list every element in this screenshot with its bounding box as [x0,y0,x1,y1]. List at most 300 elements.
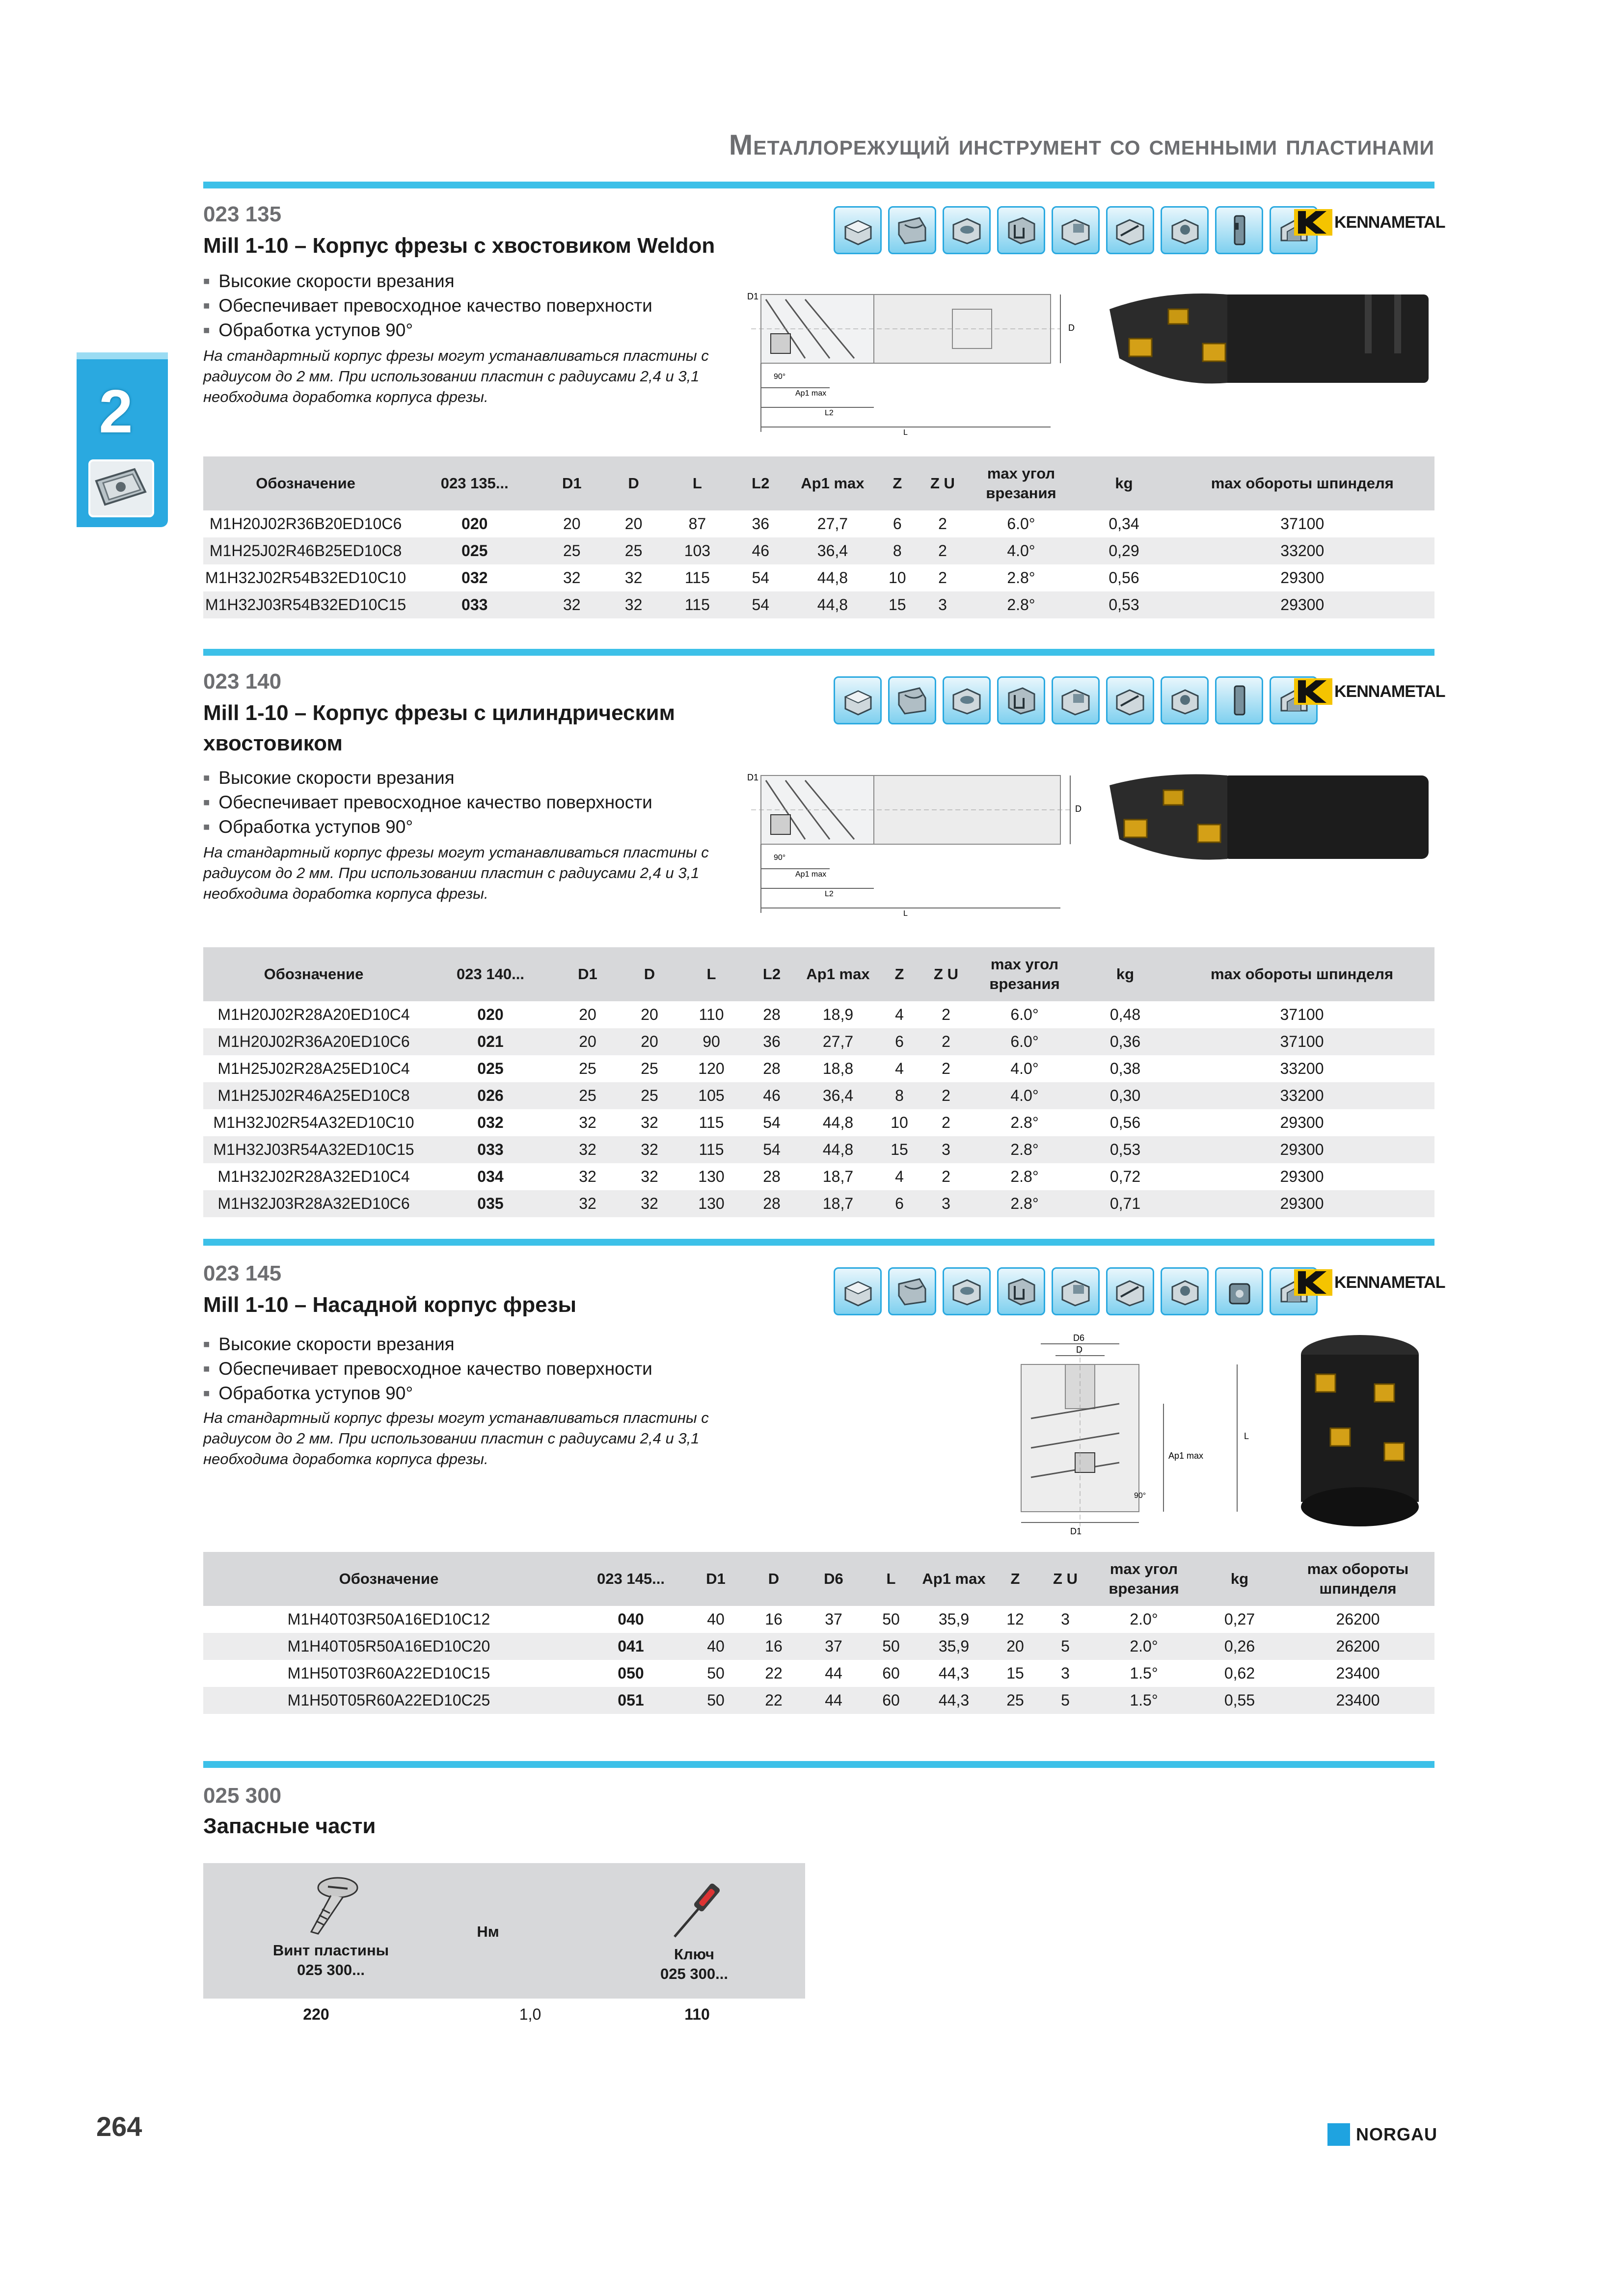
table-cell: 4 [895,1060,904,1077]
tool-photo [1100,280,1438,393]
column-header: Ap1 max [791,456,874,510]
table-cell: 2 [942,1006,950,1023]
slot-milling-icon [997,1267,1045,1315]
label-d: D [1075,804,1082,814]
column-header: Обозначение [203,456,408,510]
table-row [203,1633,1434,1660]
section-note: На стандартный корпус фрезы могут устанавливаться пластины с радиусом до 2 мм. При использовании пластин с радиусами 2,4 и 3,1 необходима доработка корпуса фрезы. [203,844,709,902]
table-row [203,1687,1434,1714]
table-cell: 20 [641,1006,658,1023]
table-row [203,1606,1434,1633]
table-cell: M1H50T03R60A22ED10C15 [287,1664,490,1682]
table-cell: 29300 [1280,1114,1324,1131]
key-value: 110 [684,2005,710,2023]
table-cell: 50 [882,1610,900,1628]
column-header: 023 135... [408,456,541,510]
column-header: kg [1078,456,1170,510]
table-cell: 29300 [1170,591,1434,618]
operation-icons [834,206,1318,254]
key-label-text: Ключ [674,1946,714,1963]
spec-table [203,1552,1434,1714]
column-header: 023 145... [574,1552,687,1606]
table-row [203,1109,1434,1136]
table-cell: 25 [541,537,602,564]
table-cell: 37100 [1169,1028,1434,1055]
column-header: L2 [730,456,791,510]
table-cell: 90 [680,1028,742,1055]
table-row [203,1055,1434,1082]
table-cell: 44,3 [918,1687,990,1714]
label-l2: L2 [825,890,834,898]
table-cell: M1H32J02R28A32ED10C4 [217,1168,410,1185]
shoulder-milling-icon [1052,206,1100,254]
table-cell: 0,36 [1081,1028,1169,1055]
table-cell: M1H25J02R46B25ED10C8 [203,537,408,564]
table-cell: 6 [893,515,902,533]
table-cell: M1H32J02R54A32ED10C10 [213,1114,414,1131]
table-cell: 25 [602,537,665,564]
table-cell: 20 [557,1028,619,1055]
column-header: D1 [687,1552,744,1606]
table-cell: 2.8° [968,1136,1081,1163]
column-header: kg [1198,1552,1281,1606]
label-d: D [1076,1345,1082,1355]
profile-milling-icon [888,1267,936,1315]
table-row [203,510,1434,537]
table-cell: 32 [619,1190,680,1217]
operation-icons [834,676,1318,724]
table-cell: 110 [699,1006,724,1023]
table-cell: 0,55 [1198,1687,1281,1714]
plunge-icon [1161,676,1209,724]
table-cell: 0,72 [1109,1168,1141,1185]
table-cell: 36,4 [791,537,874,564]
label-d1: D1 [747,292,759,301]
table-cell: 10 [891,1114,908,1131]
table-cell: 54 [742,1136,801,1163]
key-icon [665,1878,729,1942]
profile-milling-icon [888,676,936,724]
table-cell: 115 [699,1114,724,1131]
table-cell: 32 [541,591,602,618]
shank-icon [1215,206,1263,254]
table-cell: 0,53 [1081,1136,1169,1163]
tool-photo [1100,766,1438,864]
screw-code-text: 025 300... [297,1961,365,1978]
table-cell: 37100 [1280,1006,1324,1023]
table-cell: 8 [875,1082,924,1109]
norgau-square-icon [1327,2123,1350,2146]
norgau-logo [1327,2123,1437,2146]
table-cell: 44,8 [801,1136,875,1163]
table-cell: 3 [924,1190,968,1217]
table-cell: 6 [875,1190,924,1217]
table-cell: 27,7 [801,1028,875,1055]
column-header: Z U [920,456,964,510]
section-title: Mill 1-10 – Корпус фрезы с хвостовиком Weldon [203,234,715,258]
face-milling-icon [834,206,882,254]
section-code: 025 300 [203,1784,282,1808]
table-cell: 36 [752,515,770,533]
table-cell: 120 [698,1060,725,1077]
section-code: 023 135 [203,202,282,226]
plunge-icon [1161,206,1209,254]
chapter-tab[interactable] [77,352,168,527]
table-cell: 20 [624,515,643,533]
column-header: L [864,1552,918,1606]
table-cell: 23400 [1281,1687,1434,1714]
table-cell: 033 [408,591,541,618]
table-cell: 22 [744,1687,803,1714]
table-cell: 4 [895,1168,904,1185]
table-cell: 25 [990,1687,1041,1714]
table-cell: 32 [602,591,665,618]
table-cell: 44,8 [822,1114,854,1131]
face-milling-icon [834,676,882,724]
table-row [203,1163,1434,1190]
table-cell: 115 [684,569,710,587]
table-cell: 16 [765,1610,783,1628]
table-cell: 35,9 [918,1633,990,1660]
tool-drawing [746,290,1090,442]
shoulder-milling-icon [1052,1267,1100,1315]
table-cell: 54 [730,591,791,618]
table-cell: 28 [763,1168,781,1185]
label-ap: Ap1 max [795,870,827,879]
table-cell: 28 [763,1060,781,1077]
section-code: 023 140 [203,669,282,694]
table-cell: 6.0° [1010,1006,1039,1023]
table-cell: 22 [765,1664,783,1682]
table-cell: 40 [687,1633,744,1660]
table-cell: 5 [1041,1687,1090,1714]
table-cell: M1H40T05R50A16ED10C20 [203,1633,574,1660]
table-cell: 2.8° [1010,1114,1039,1131]
feature-item: ■ Обработка уступов 90° [203,318,652,343]
kennametal-logo [1294,209,1445,236]
table-cell: 26200 [1281,1633,1434,1660]
table-cell: 23400 [1336,1664,1380,1682]
page-header-title: Металлорежущий инструмент со сменными пластинами [729,129,1434,161]
screw-label [257,1941,405,1980]
table-cell: 33200 [1280,1060,1324,1077]
table-cell: 37 [803,1633,864,1660]
table-cell: 2 [942,1114,950,1131]
label-d1: D1 [1070,1526,1082,1536]
table-cell: 2.0° [1130,1610,1158,1628]
table-cell: 46 [742,1082,801,1109]
table-cell: 2.8° [1010,1168,1039,1185]
table-cell: 27,7 [817,515,848,533]
table-cell: 16 [744,1633,803,1660]
section-title: Mill 1-10 – Насадной корпус фрезы [203,1293,577,1317]
table-cell: 29300 [1169,1136,1434,1163]
table-cell: 051 [574,1687,687,1714]
table-cell: 2.8° [1007,569,1035,587]
torque-label: Нм [477,1923,499,1940]
table-cell: 050 [618,1664,644,1682]
table-cell: 37 [825,1610,842,1628]
table-cell: 4.0° [1010,1060,1039,1077]
screw-value: 220 [303,2005,329,2023]
spares-table-header [203,1863,805,1999]
table-cell: 29300 [1169,1190,1434,1217]
label-angle: 90° [774,854,786,862]
table-cell: 10 [888,569,906,587]
label-d1: D1 [747,773,759,782]
torque-value: 1,0 [519,2005,541,2023]
table-cell: 44 [825,1664,842,1682]
table-row [203,1082,1434,1109]
table-cell: 041 [574,1633,687,1660]
slot-milling-icon [997,206,1045,254]
table-row [203,1660,1434,1687]
table-cell: 0,56 [1109,1114,1141,1131]
operation-icons [834,1267,1318,1315]
feature-list [203,766,652,839]
chapter-number: 2 [99,378,133,446]
table-cell: 15 [1006,1664,1024,1682]
header-divider [203,182,1434,188]
column-header: Обозначение [203,1552,574,1606]
column-header: D [602,456,665,510]
feature-item: ■ Высокие скорости врезания [203,1332,652,1357]
column-header: D [744,1552,803,1606]
column-header: Обозначение [203,947,424,1001]
label-l: L [903,428,908,437]
table-cell: 0,26 [1198,1633,1281,1660]
feature-list [203,1332,652,1406]
column-header: L [665,456,730,510]
column-header: max обороты шпинделя [1170,456,1434,510]
table-cell: 0,29 [1078,537,1170,564]
table-cell: 18,7 [801,1190,875,1217]
section-title: Запасные части [203,1814,376,1838]
table-cell: 44 [803,1687,864,1714]
table-cell: 026 [424,1082,557,1109]
table-cell: 6.0° [1007,515,1035,533]
table-cell: 3 [1061,1664,1070,1682]
table-cell: 3 [924,1136,968,1163]
table-cell: 8 [874,537,920,564]
table-cell: 44,3 [938,1664,970,1682]
label-ap: Ap1 max [795,389,827,398]
table-cell: M1H32J03R54B32ED10C15 [203,591,408,618]
table-row [203,591,1434,618]
table-cell: 29300 [1280,1168,1324,1185]
column-header: max угол врезания [965,456,1078,510]
norgau-brand: NORGAU [1356,2124,1437,2144]
tool-drawing [1001,1330,1267,1536]
spec-table [203,456,1434,618]
table-cell: 36 [742,1028,801,1055]
ramping-icon [1106,1267,1154,1315]
table-cell: 60 [882,1664,900,1682]
column-header: 023 140... [424,947,557,1001]
table-row [203,1136,1434,1163]
pocket-milling-icon [943,206,991,254]
table-cell: M1H25J02R28A25ED10C4 [217,1060,410,1077]
table-cell: 2.8° [968,1190,1081,1217]
table-cell: M1H20J02R28A20ED10C4 [217,1006,410,1023]
column-header: Z U [1041,1552,1090,1606]
label-angle: 90° [1134,1492,1146,1500]
table-cell: 3 [1061,1610,1070,1628]
profile-milling-icon [888,206,936,254]
table-cell: 6.0° [968,1028,1081,1055]
table-cell: 020 [461,515,488,533]
table-cell: 18,7 [822,1168,854,1185]
brand-name: KENNAMETAL [1334,682,1445,701]
table-cell: 2 [920,537,964,564]
feature-item: ■ Обработка уступов 90° [203,815,652,839]
feature-item: ■ Обеспечивает превосходное качество поверхности [203,1357,652,1381]
feature-list [203,269,652,343]
pocket-milling-icon [943,1267,991,1315]
table-cell: 46 [730,537,791,564]
column-header: Z U [924,947,968,1001]
table-cell: 0,71 [1081,1190,1169,1217]
table-cell: 33200 [1169,1082,1434,1109]
table-cell: 130 [698,1168,725,1185]
table-row [203,1028,1434,1055]
feature-item: ■ Высокие скорости врезания [203,766,652,790]
table-cell: 6 [875,1028,924,1055]
table-row [203,1001,1434,1028]
table-cell: 32 [579,1114,596,1131]
key-code-text: 025 300... [660,1965,728,1982]
table-cell: 105 [680,1082,742,1109]
column-header: Z [990,1552,1041,1606]
table-cell: 50 [707,1664,725,1682]
column-header: Z [874,456,920,510]
table-cell: 115 [665,591,730,618]
table-cell: 87 [688,515,706,533]
table-cell: 25 [579,1060,596,1077]
table-cell: 035 [424,1190,557,1217]
table-cell: 25 [619,1082,680,1109]
table-cell: 28 [742,1190,801,1217]
table-row [203,1190,1434,1217]
column-header: max угол врезания [1090,1552,1198,1606]
table-cell: 12 [1006,1610,1024,1628]
feature-item: ■ Обеспечивает превосходное качество поверхности [203,294,652,318]
column-header: L2 [742,947,801,1001]
kennametal-k-icon [1294,209,1332,236]
table-cell: 4.0° [968,1082,1081,1109]
brand-name: KENNAMETAL [1334,213,1445,232]
column-header: D [619,947,680,1001]
table-cell: M1H40T03R50A16ED10C12 [287,1610,490,1628]
table-cell: 021 [424,1028,557,1055]
table-cell: 32 [557,1136,619,1163]
table-cell: 32 [619,1136,680,1163]
table-cell: 35,9 [938,1610,970,1628]
table-cell: M1H32J03R28A32ED10C6 [203,1190,424,1217]
section-divider [203,649,1434,656]
column-header: Ap1 max [801,947,875,1001]
table-cell: 37100 [1280,515,1325,533]
plunge-icon [1161,1267,1209,1315]
table-cell: M1H32J02R54B32ED10C10 [205,569,406,587]
chapter-tab-highlight [77,352,168,359]
section-divider [203,1761,1434,1768]
table-cell: 4.0° [965,537,1078,564]
table-cell: M1H32J03R54A32ED10C15 [203,1136,424,1163]
table-cell: 15 [874,591,920,618]
table-cell: 2 [942,1168,950,1185]
table-cell: 32 [624,569,643,587]
table-cell: 40 [707,1610,725,1628]
table-cell: 25 [557,1082,619,1109]
pocket-milling-icon [943,676,991,724]
table-cell: 26200 [1336,1610,1380,1628]
table-cell: 18,8 [822,1060,854,1077]
table-cell: 1.5° [1090,1687,1198,1714]
column-header: D6 [803,1552,864,1606]
table-cell: 032 [477,1114,504,1131]
table-cell: 3 [920,591,964,618]
table-cell: 025 [477,1060,504,1077]
spec-table [203,947,1434,1217]
label-d6: D6 [1073,1333,1085,1343]
label-ap: Ap1 max [1168,1451,1204,1461]
table-cell: 29300 [1280,569,1325,587]
table-cell: 44,8 [817,569,848,587]
table-cell: 130 [680,1190,742,1217]
table-cell: 32 [641,1114,658,1131]
key-label [630,1945,758,1984]
arbor-icon [1215,1267,1263,1315]
label-l2: L2 [825,409,834,417]
slot-milling-icon [997,676,1045,724]
label-l: L [903,909,908,918]
table-cell: 33200 [1170,537,1434,564]
table-cell: 2 [924,1082,968,1109]
table-cell: 0,30 [1081,1082,1169,1109]
shoulder-milling-icon [1052,676,1100,724]
table-cell: M1H50T05R60A22ED10C25 [203,1687,574,1714]
screw-label-text: Винт пластины [272,1942,389,1959]
table-cell: 18,9 [822,1006,854,1023]
table-cell: 50 [687,1687,744,1714]
feature-item: ■ Обеспечивает превосходное качество поверхности [203,790,652,815]
section-note: На стандартный корпус фрезы могут устанавливаться пластины с радиусом до 2 мм. При использовании пластин с радиусами 2,4 и 3,1 необходима доработка корпуса фрезы. [203,347,709,405]
table-cell: 1.5° [1130,1664,1158,1682]
kennametal-logo [1294,1269,1445,1296]
screw-icon [301,1873,360,1937]
table-cell: 0,56 [1109,569,1139,587]
section-title: Mill 1-10 – Корпус фрезы с цилиндрическим хвостовиком [203,701,676,755]
table-cell: 2.8° [965,591,1078,618]
feature-item: ■ Высокие скорости врезания [203,269,652,294]
label-angle: 90° [774,373,786,381]
column-header: max обороты шпинделя [1169,947,1434,1001]
kennametal-k-icon [1294,678,1332,705]
table-cell: M1H20J02R36A20ED10C6 [203,1028,424,1055]
table-cell: 4 [895,1006,904,1023]
table-cell: 32 [563,569,581,587]
table-cell: 033 [424,1136,557,1163]
table-cell: 0,27 [1224,1610,1255,1628]
table-row [203,537,1434,564]
table-cell: 36,4 [801,1082,875,1109]
column-header: max угол врезания [968,947,1081,1001]
table-cell: 0,38 [1109,1060,1141,1077]
table-cell: 2 [942,1060,950,1077]
table-cell: 0,34 [1109,515,1139,533]
table-cell: 20 [579,1006,596,1023]
